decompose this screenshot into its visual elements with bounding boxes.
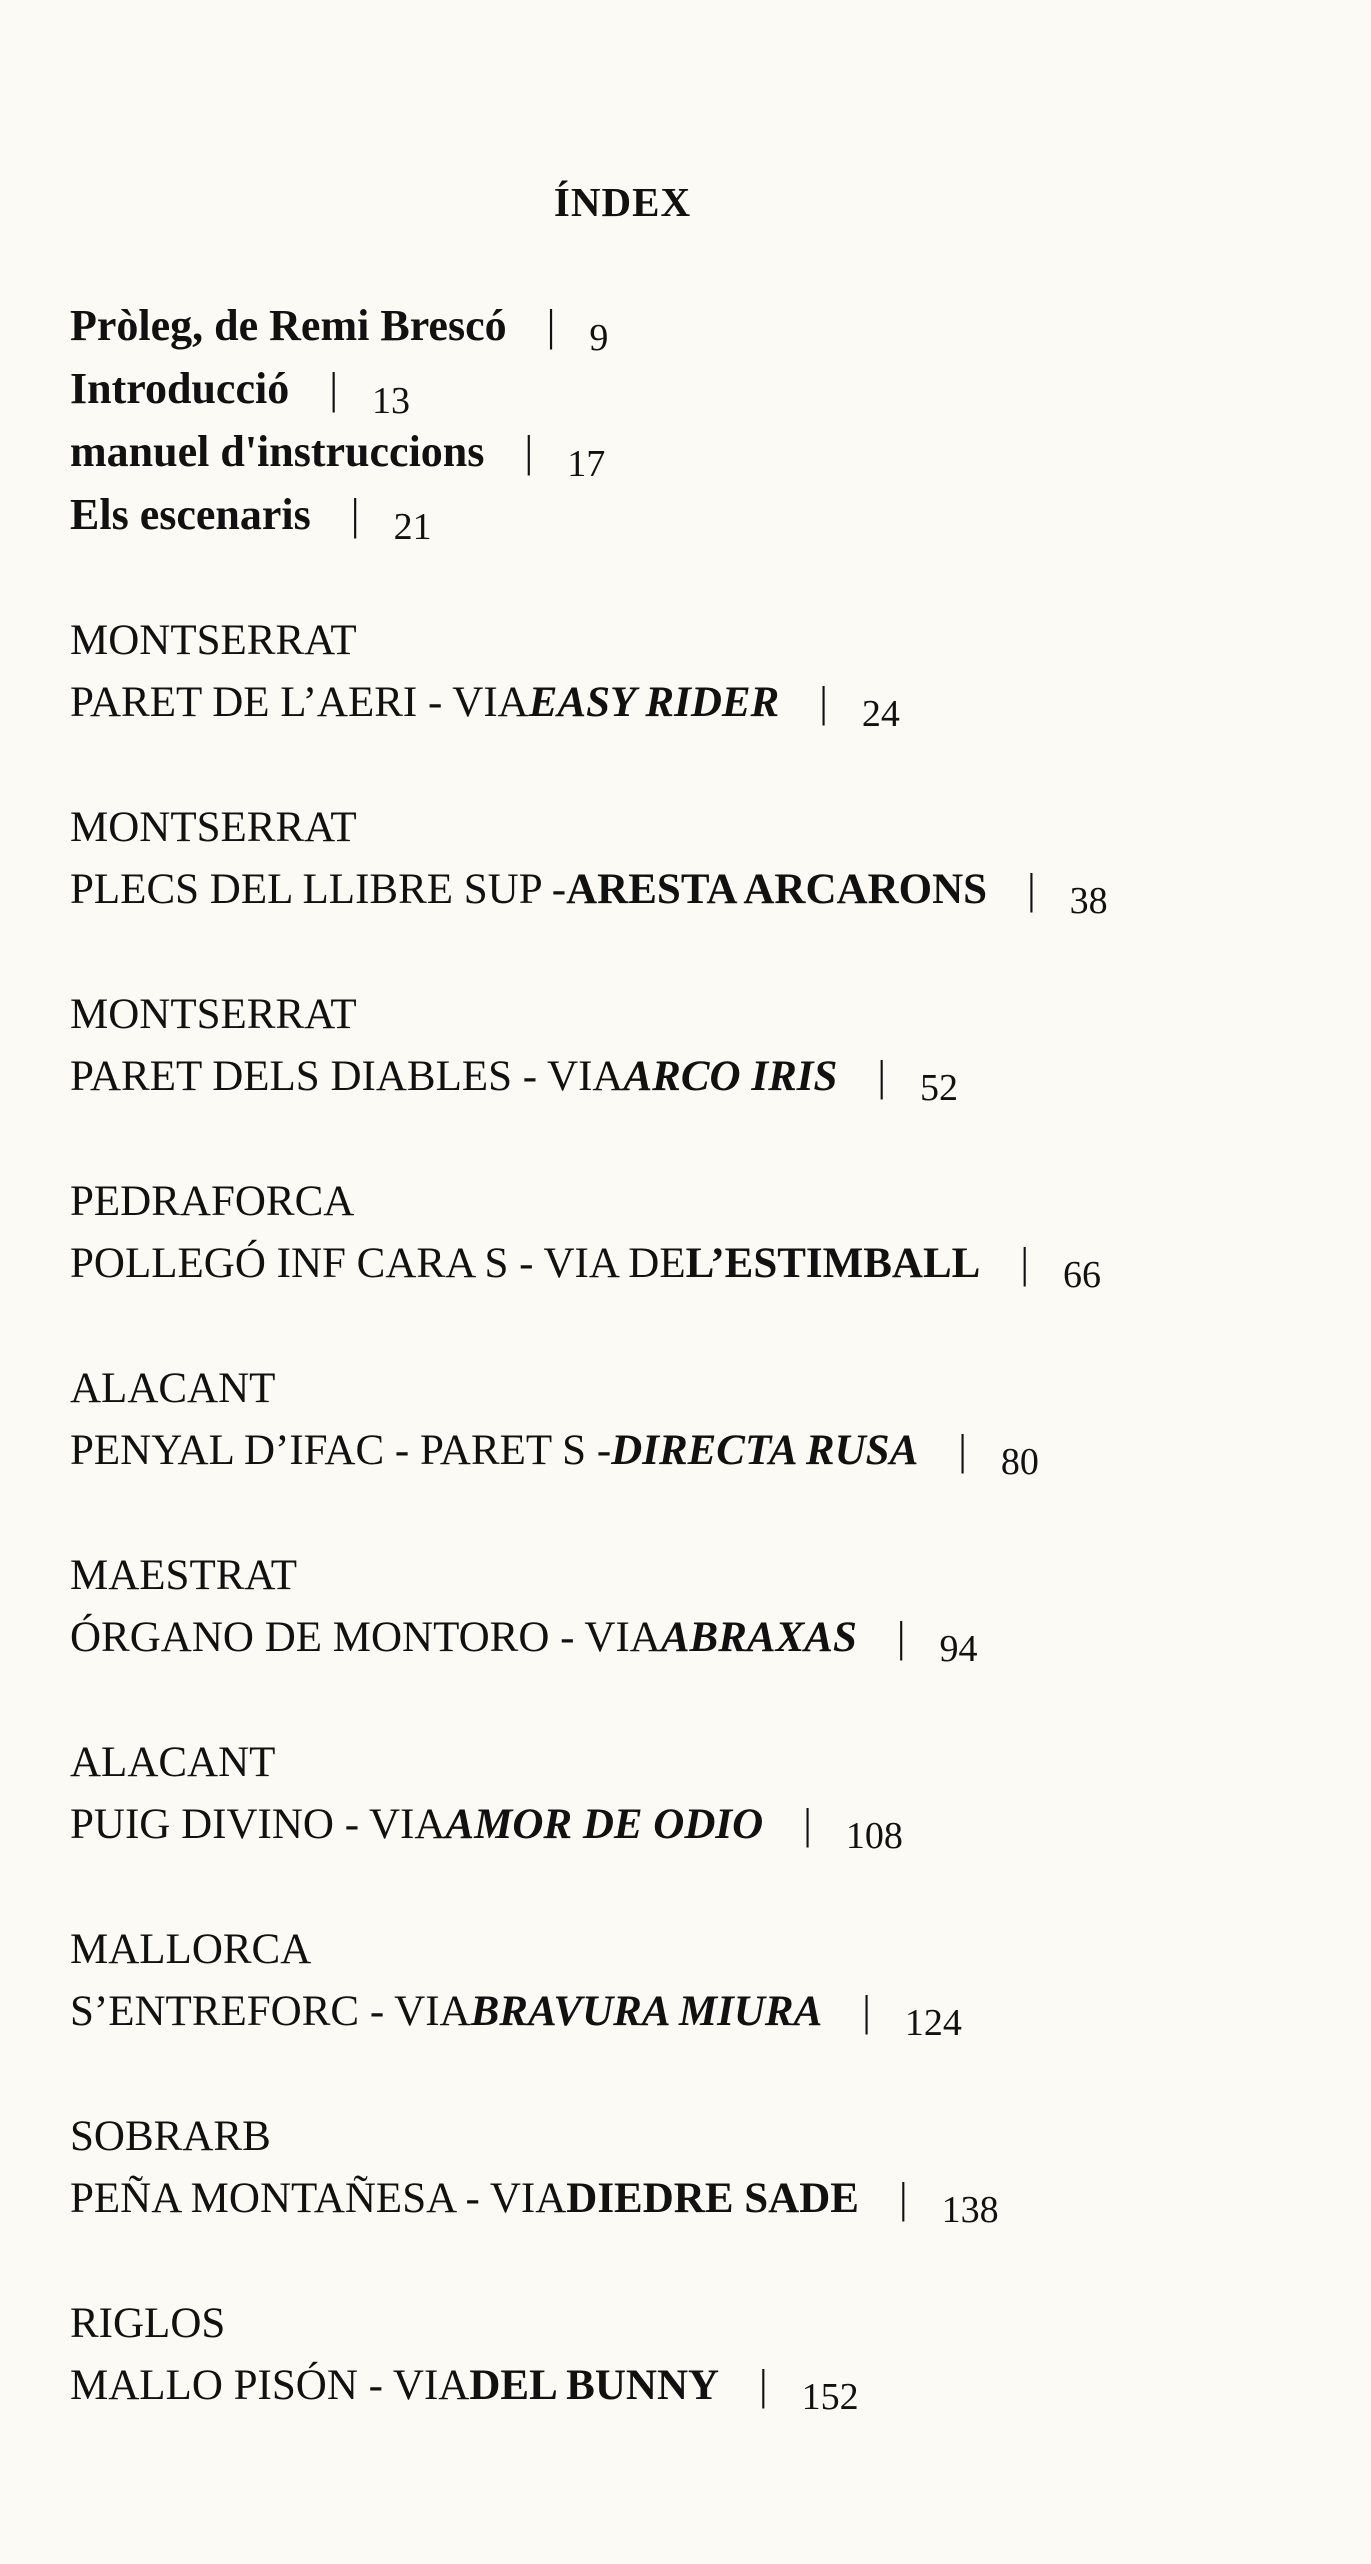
route-prefix: PARET DE L’AERI - VIA	[70, 679, 529, 726]
separator: |	[958, 1427, 967, 1474]
route-name: ARESTA ARCARONS	[566, 866, 988, 913]
route-line	[70, 859, 1320, 921]
route-name: L’ESTIMBALL	[685, 1240, 981, 1287]
front-matter-item	[70, 363, 1270, 426]
separator: |	[1027, 866, 1036, 913]
page-number: 38	[1069, 880, 1108, 922]
region-label: MONTSERRAT	[70, 804, 357, 851]
route-name: ARCO IRIS	[623, 1053, 838, 1100]
separator: |	[877, 1053, 887, 1100]
route-prefix: PUIG DIVINO - VIA	[70, 1801, 446, 1848]
page-number: 152	[801, 2376, 859, 2418]
page-number: 66	[1062, 1254, 1101, 1296]
page-number: 17	[567, 443, 606, 485]
route-name: ABRAXAS	[660, 1614, 857, 1661]
region-label: PEDRAFORCA	[70, 1178, 355, 1225]
route-prefix: PENYAL D’IFAC - PARET S -	[70, 1427, 612, 1474]
region-label: MONTSERRAT	[70, 991, 357, 1038]
page-number: 124	[904, 2002, 962, 2044]
separator: |	[803, 1801, 812, 1848]
page-number: 13	[372, 380, 411, 422]
front-matter-list	[70, 300, 1270, 552]
front-matter-item	[70, 426, 1270, 489]
page-number: 108	[845, 1815, 903, 1857]
route-line	[70, 1420, 1320, 1482]
separator: |	[350, 490, 360, 539]
front-matter-label: Pròleg, de Remi Brescó	[70, 301, 507, 350]
route-prefix: ÓRGANO DE MONTORO - VIA	[70, 1614, 661, 1661]
route-name: DIRECTA RUSA	[611, 1427, 919, 1474]
route-name: EASY RIDER	[528, 679, 780, 726]
separator: |	[546, 301, 556, 350]
route-line	[70, 1607, 1320, 1669]
page-number: 52	[920, 1067, 959, 1109]
page-number: 94	[939, 1628, 978, 1670]
chapter-entry	[70, 1171, 1320, 1358]
route-name: DEL BUNNY	[469, 2362, 720, 2409]
chapter-list	[70, 610, 1320, 2480]
route-prefix: POLLEGÓ INF CARA S - VIA DE	[70, 1240, 686, 1287]
region-label: MALLORCA	[70, 1926, 312, 1973]
front-matter-label: manuel d'instruccions	[70, 427, 485, 476]
page-title: ÍNDEX	[553, 179, 692, 225]
route-prefix: PEÑA MONTAÑESA - VIA	[70, 2175, 567, 2222]
region-label: MONTSERRAT	[70, 617, 357, 664]
separator: |	[759, 2362, 768, 2409]
chapter-entry	[70, 1919, 1320, 2106]
separator: |	[862, 1988, 871, 2035]
route-prefix: PARET DELS DIABLES - VIA	[70, 1053, 624, 1100]
route-name: AMOR DE ODIO	[445, 1801, 764, 1848]
route-line	[70, 1981, 1320, 2043]
route-line	[70, 672, 1320, 734]
chapter-entry	[70, 610, 1320, 797]
region-label: ALACANT	[70, 1365, 276, 1412]
separator: |	[329, 364, 339, 413]
region-label: MAESTRAT	[70, 1552, 297, 1599]
chapter-entry	[70, 1732, 1320, 1919]
front-matter-item	[70, 489, 1270, 552]
route-prefix: PLECS DEL LLIBRE SUP -	[70, 866, 567, 913]
separator: |	[1020, 1240, 1029, 1287]
separator: |	[819, 679, 828, 726]
chapter-entry	[70, 2293, 1320, 2480]
page-number: 9	[589, 317, 609, 359]
chapter-entry	[70, 1358, 1320, 1545]
front-matter-item	[70, 300, 1270, 363]
chapter-entry	[70, 984, 1320, 1171]
chapter-entry	[70, 1545, 1320, 1732]
page-number: 80	[1000, 1441, 1039, 1483]
region-label: SOBRARB	[70, 2113, 271, 2160]
route-name: BRAVURA MIURA	[470, 1988, 823, 2035]
route-line	[70, 1046, 1320, 1108]
front-matter-label: Els escenaris	[70, 490, 311, 539]
chapter-entry	[70, 2106, 1320, 2293]
route-name: DIEDRE SADE	[566, 2175, 859, 2222]
route-prefix: S’ENTREFORC - VIA	[70, 1988, 471, 2035]
page-number: 24	[861, 693, 900, 735]
route-line	[70, 1794, 1320, 1856]
region-label: ALACANT	[70, 1739, 276, 1786]
chapter-entry	[70, 797, 1320, 984]
front-matter-label: Introducció	[70, 364, 290, 413]
page-number: 21	[393, 506, 432, 548]
separator: |	[524, 427, 534, 476]
route-line	[70, 1233, 1320, 1295]
route-line	[70, 2168, 1320, 2230]
page-number: 138	[941, 2189, 999, 2231]
separator: |	[896, 1614, 906, 1661]
region-label: RIGLOS	[70, 2300, 226, 2347]
separator: |	[898, 2175, 908, 2222]
route-prefix: MALLO PISÓN - VIA	[70, 2362, 470, 2409]
route-line	[70, 2355, 1320, 2417]
